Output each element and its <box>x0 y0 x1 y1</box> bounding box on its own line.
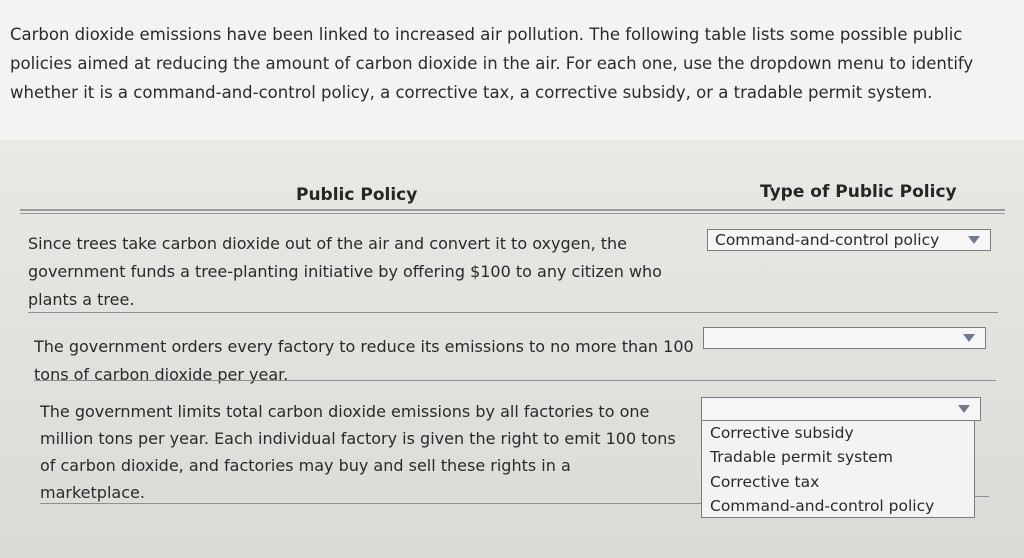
row-1-divider <box>28 312 998 313</box>
policy-row-3-dropdown-list <box>701 421 975 518</box>
header-divider-bottom <box>20 213 1005 214</box>
chevron-down-icon <box>958 405 970 413</box>
chevron-down-icon <box>968 236 980 244</box>
policy-row-1-selected-value: Command-and-control policy <box>715 231 940 249</box>
row-3-divider <box>40 503 701 504</box>
row-2-divider <box>34 380 996 381</box>
policy-row-2-select[interactable] <box>703 327 986 349</box>
header-divider-top <box>20 209 1005 211</box>
dropdown-option-tradable-permit-system[interactable]: Tradable permit system <box>710 448 893 466</box>
policy-row-3-select[interactable] <box>701 397 981 421</box>
column-header-public-policy: Public Policy <box>296 185 418 205</box>
column-header-type-of-policy: Type of Public Policy <box>760 182 957 202</box>
policy-row-3-text: The government limits total carbon dioxide emissions by all factories to one million tons per year. Each individual factory is given the right to emit 100 tons of carbon dioxide, and factories may buy and sell these rights in a marketplace. <box>40 402 676 502</box>
policy-row-1-text: Since trees take carbon dioxide out of the air and convert it to oxygen, the government funds a tree-planting initiative by offering $100 to any citizen who plants a tree. <box>28 234 662 309</box>
policy-row-2-text: The government orders every factory to reduce its emissions to no more than 100 tons of carbon dioxide per year. <box>34 337 694 384</box>
dropdown-option-corrective-tax[interactable]: Corrective tax <box>710 473 820 491</box>
dropdown-option-corrective-subsidy[interactable]: Corrective subsidy <box>710 424 854 442</box>
chevron-down-icon <box>963 334 975 342</box>
policy-row-1-select[interactable] <box>707 229 991 251</box>
question-intro: Carbon dioxide emissions have been linked to increased air pollution. The following table lists some possible public policies aimed at reducing the amount of carbon dioxide in the air. For each one, use the dropdown menu to identify whether it is a command-and-control policy, a corrective tax, a corrective subsidy, or a tradable permit system. <box>10 25 974 102</box>
dropdown-option-command-and-control-policy[interactable]: Command-and-control policy <box>710 497 935 515</box>
row-3-divider-right <box>975 496 989 497</box>
